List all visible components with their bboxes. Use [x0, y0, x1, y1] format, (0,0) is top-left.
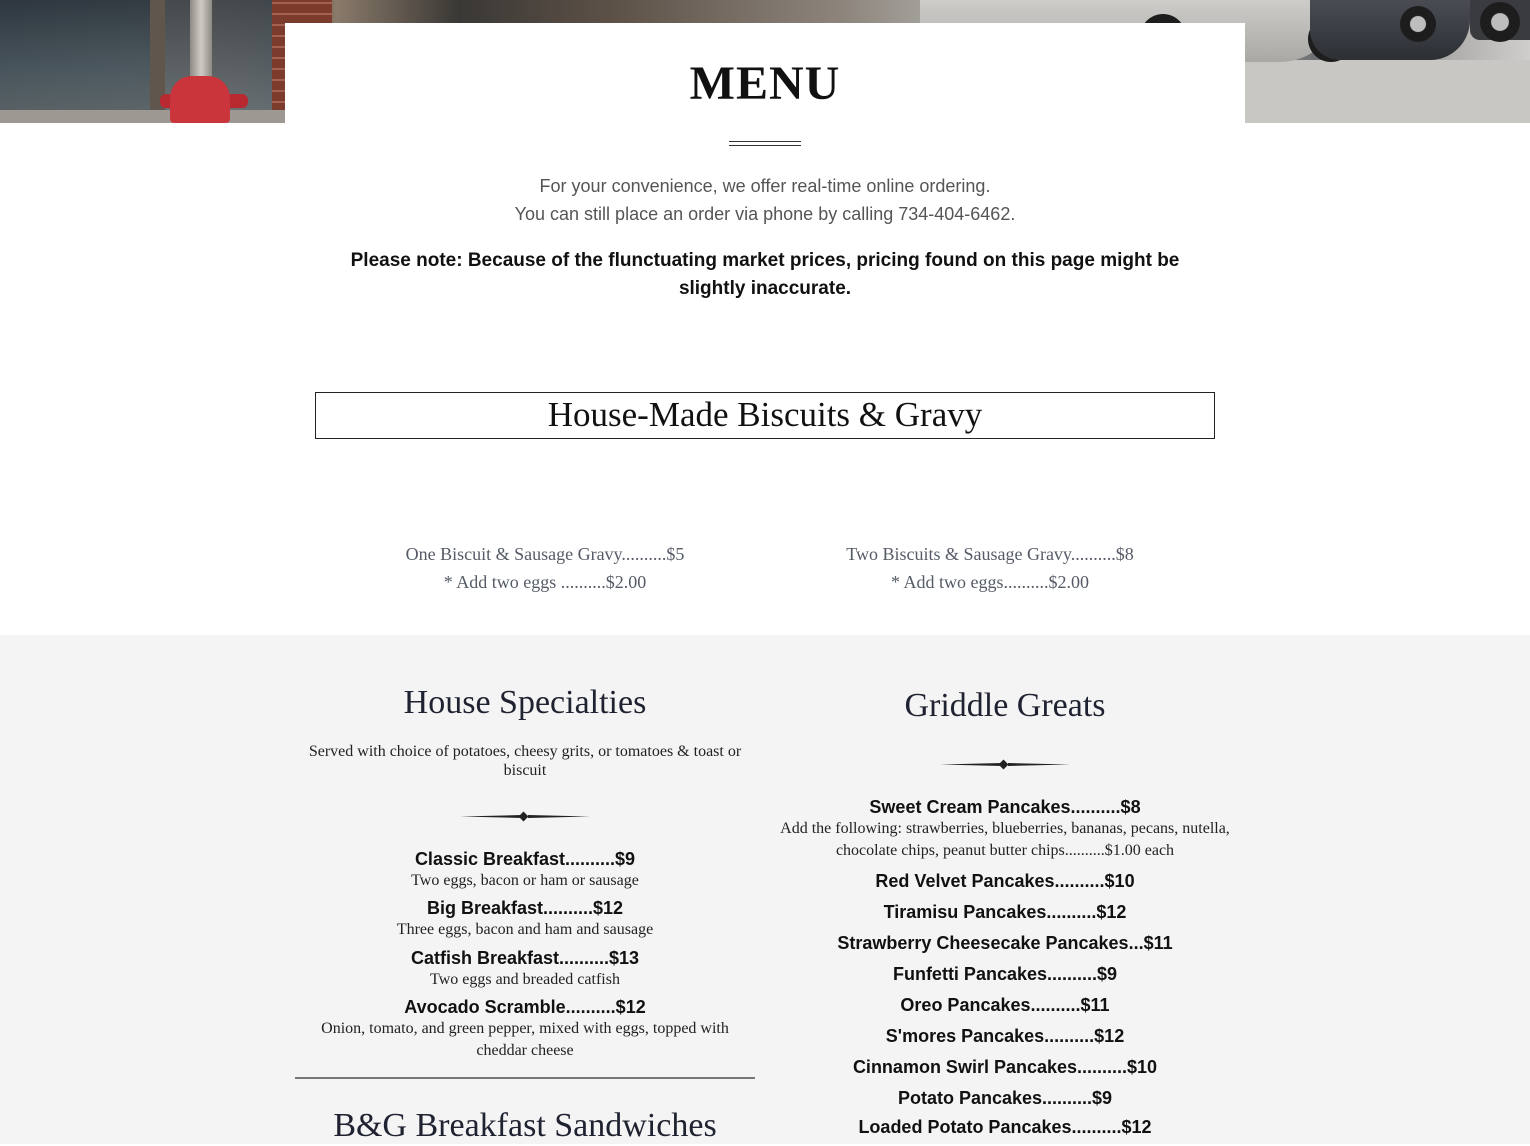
menu-item-name: Tiramisu Pancakes..........$12 [883, 902, 1127, 922]
section-title-griddle-greats: Griddle Greats [904, 687, 1106, 724]
flourish-divider-icon [460, 811, 590, 821]
title-divider [729, 141, 801, 146]
menu-item-name: Cinnamon Swirl Pancakes..........$10 [852, 1057, 1158, 1077]
storefront-window [0, 0, 150, 118]
section-heading-biscuits: House-Made Biscuits & Gravy [315, 392, 1215, 439]
fire-hydrant [170, 76, 230, 123]
menu-item-name: Funfetti Pancakes..........$9 [892, 964, 1118, 984]
section-title-breakfast-sandwiches: B&G Breakfast Sandwiches [333, 1107, 717, 1144]
menu-item-name: Avocado Scramble..........$12 [404, 997, 646, 1017]
menu-item-description: Add the following: strawberries, blueberries, bananas, pecans, nutella, chocolate chips, peanut butter chips..........$1.00 each [780, 820, 1230, 859]
section-divider [295, 1077, 755, 1079]
menu-item-name: Red Velvet Pancakes..........$10 [875, 871, 1135, 891]
menu-item-name: Loaded Potato Pancakes..........$12 [858, 1117, 1152, 1137]
car-wheel [1400, 6, 1436, 42]
intro-line: You can still place an order via phone by calling 734-404-6462. [514, 204, 1016, 224]
pricing-note: Please note: Because of the flunctuating market prices, pricing found on this page might be slightly inaccurate. [350, 250, 1180, 299]
menu-item-name: Catfish Breakfast..........$13 [410, 948, 640, 968]
menu-item-name: Strawberry Cheesecake Pancakes...$11 [837, 933, 1173, 953]
menu-item-name: Classic Breakfast..........$9 [414, 849, 636, 869]
menu-item-description: Two eggs and breaded catfish [430, 971, 620, 988]
menu-item-name: Two Biscuits & Sausage Gravy..........$8 [846, 544, 1134, 564]
page-title: MENU [689, 57, 841, 110]
intro-text [0, 172, 1530, 228]
menu-item-name: Potato Pancakes..........$9 [897, 1088, 1113, 1108]
menu-item-description: Three eggs, bacon and ham and sausage [396, 921, 654, 938]
menu-item-name: Big Breakfast..........$12 [426, 898, 624, 918]
biscuit-item-right [780, 540, 1200, 596]
menu-item-addon: * Add two eggs..........$2.00 [891, 572, 1089, 592]
menu-item-name: Sweet Cream Pancakes..........$8 [869, 797, 1141, 817]
parking-lot [1230, 60, 1530, 123]
menu-section-background [0, 635, 1530, 1144]
menu-item-name: One Biscuit & Sausage Gravy..........$5 [405, 544, 685, 564]
parked-car [1310, 0, 1470, 60]
menu-item-name: S'mores Pancakes..........$12 [885, 1026, 1125, 1046]
title-card [285, 23, 1245, 133]
section-title-house-specialties: House Specialties [403, 684, 647, 721]
specialties-served-with: Served with choice of potatoes, cheesy grits, or tomatoes & toast or biscuit [308, 743, 742, 779]
intro-line: For your convenience, we offer real-time online ordering. [539, 176, 991, 196]
biscuit-item-left [335, 540, 755, 596]
menu-item-description: Onion, tomato, and green pepper, mixed with eggs, topped with cheddar cheese [321, 1020, 729, 1059]
flourish-divider-icon [940, 759, 1070, 769]
menu-item-description: Two eggs, bacon or ham or sausage [411, 872, 639, 889]
pole [190, 0, 212, 80]
menu-item-name: Oreo Pancakes..........$11 [900, 995, 1110, 1015]
car-wheel [1480, 2, 1520, 42]
menu-item-addon: * Add two eggs ..........$2.00 [443, 572, 647, 592]
